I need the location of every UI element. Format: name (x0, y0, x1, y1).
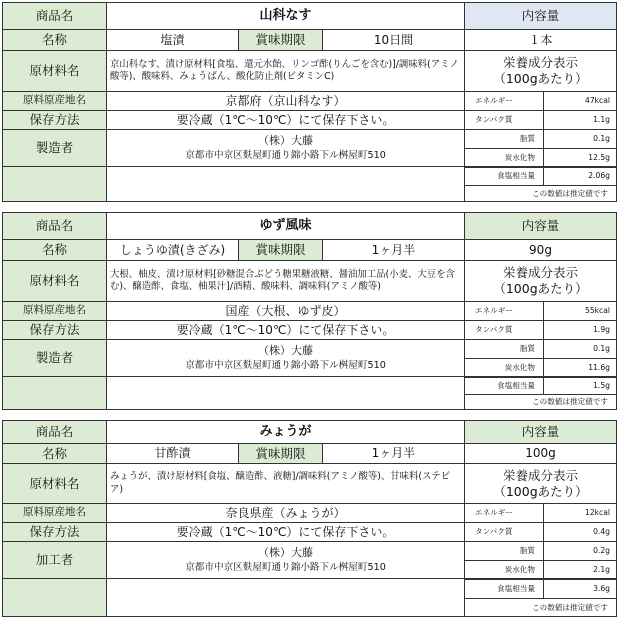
nutrition-note: この数値は推定値です (464, 394, 617, 410)
fat-value: 0.2g (543, 541, 617, 561)
product-type: 塩漬 (106, 29, 239, 51)
salt-value: 1.5g (543, 376, 617, 395)
product-panel-yamashina-nasu (2, 2, 617, 202)
energy-label: エネルギー (464, 91, 544, 111)
protein-value: 1.1g (543, 110, 617, 130)
maker-address: 京都市中京区麩屋町通り錦小路下ル桝屋町510 (185, 562, 386, 574)
maker-info (106, 541, 465, 579)
label-origin: 原料原産地名 (2, 503, 107, 523)
product-title: みょうが (106, 420, 465, 444)
nutrition-basis: （100gあたり） (493, 71, 588, 86)
ingredients-text: 京山科なす、漬け原材料[食塩、還元水飴、リンゴ酢(りんごを含む)]/調味料(アミノ酸等)、酸味料、みょうばん、酸化防止剤(ビタミンC) (106, 50, 465, 92)
salt-label: 食塩相当量 (464, 166, 544, 186)
label-origin: 原料原産地名 (2, 91, 107, 111)
maker-info (106, 129, 465, 167)
energy-value: 12kcal (543, 503, 617, 523)
nutrition-title: 栄養成分表示 (502, 55, 578, 71)
label-maker: 製造者 (2, 339, 107, 377)
content-value: 90g (464, 239, 617, 261)
product-type: しょうゆ漬(きざみ) (106, 239, 239, 261)
nutrition-header (464, 463, 617, 504)
protein-label: タンパク質 (464, 320, 544, 340)
label-product-name: 商品名 (2, 2, 107, 30)
maker-name: （株）大藤 (258, 545, 313, 559)
carbs-label: 炭水化物 (464, 358, 544, 378)
nutrition-title: 栄養成分表示 (502, 265, 578, 281)
best-before-value: 1ヶ月半 (322, 443, 465, 464)
label-content: 内容量 (464, 2, 617, 30)
carbs-label: 炭水化物 (464, 148, 544, 168)
protein-label: タンパク質 (464, 522, 544, 542)
label-product-name: 商品名 (2, 212, 107, 240)
label-maker: 製造者 (2, 129, 107, 167)
fat-value: 0.1g (543, 339, 617, 359)
best-before-value: 1ヶ月半 (322, 239, 465, 261)
label-name: 名称 (2, 443, 107, 464)
nutrition-note: この数値は推定値です (464, 185, 617, 202)
fat-label: 脂質 (464, 541, 544, 561)
nutrition-basis: （100gあたり） (493, 483, 588, 499)
ingredients-text: 大根、柚皮、漬け原材料[砂糖混合ぶどう糖果糖液糖、醤油加工品(小麦、大豆を含む)、醸造酢、食塩、柚果汁]/酒精、酸味料、調味料(アミノ酸等) (106, 260, 465, 302)
label-ingredients: 原材料名 (2, 260, 107, 302)
label-maker: 加工者 (2, 541, 107, 579)
salt-value: 3.6g (543, 578, 617, 599)
maker-name: （株）大藤 (258, 343, 313, 357)
label-best-before: 賞味期限 (238, 443, 323, 464)
label-storage: 保存方法 (2, 110, 107, 130)
content-value: 100g (464, 443, 617, 464)
label-best-before: 賞味期限 (238, 239, 323, 261)
nutrition-basis: （100gあたり） (493, 281, 588, 296)
label-storage: 保存方法 (2, 522, 107, 542)
maker-info (106, 339, 465, 377)
blank-cell (106, 376, 465, 410)
nutrition-note: この数値は推定値です (464, 598, 617, 617)
content-value: １本 (464, 29, 617, 51)
product-title: 山科なす (106, 2, 465, 30)
product-panel-myouga (2, 420, 617, 617)
carbs-label: 炭水化物 (464, 560, 544, 580)
label-ingredients: 原材料名 (2, 463, 107, 504)
fat-value: 0.1g (543, 129, 617, 149)
label-best-before: 賞味期限 (238, 29, 323, 51)
label-product-name: 商品名 (2, 420, 107, 444)
origin-value: 奈良県産（みょうが） (106, 503, 465, 523)
protein-value: 1.9g (543, 320, 617, 340)
energy-label: エネルギー (464, 301, 544, 321)
origin-value: 国産（大根、ゆず皮） (106, 301, 465, 321)
blank-label-cell (2, 166, 107, 202)
maker-address: 京都市中京区麩屋町通り錦小路下ル桝屋町510 (185, 150, 386, 162)
ingredients-text: みょうが、漬け原材料[食塩、醸造酢、液糖]/調味料(アミノ酸等)、甘味料(ステビア) (106, 463, 465, 504)
blank-label-cell (2, 578, 107, 617)
best-before-value: 10日間 (322, 29, 465, 51)
maker-address: 京都市中京区麩屋町通り錦小路下ル桝屋町510 (185, 360, 386, 372)
label-content: 内容量 (464, 212, 617, 240)
nutrition-header (464, 260, 617, 302)
protein-value: 0.4g (543, 522, 617, 542)
energy-value: 55kcal (543, 301, 617, 321)
salt-label: 食塩相当量 (464, 376, 544, 395)
label-content: 内容量 (464, 420, 617, 444)
salt-label: 食塩相当量 (464, 578, 544, 599)
nutrition-header (464, 50, 617, 92)
label-ingredients: 原材料名 (2, 50, 107, 92)
energy-value: 47kcal (543, 91, 617, 111)
blank-cell (106, 578, 465, 617)
fat-label: 脂質 (464, 129, 544, 149)
carbs-value: 12.5g (543, 148, 617, 168)
product-panel-yuzu (2, 212, 617, 410)
fat-label: 脂質 (464, 339, 544, 359)
blank-label-cell (2, 376, 107, 410)
salt-value: 2.06g (543, 166, 617, 186)
carbs-value: 11.6g (543, 358, 617, 378)
label-name: 名称 (2, 29, 107, 51)
nutrition-title: 栄養成分表示 (502, 467, 578, 483)
protein-label: タンパク質 (464, 110, 544, 130)
product-title: ゆず風味 (106, 212, 465, 240)
storage-value: 要冷蔵（1℃～10℃）にて保存下さい。 (106, 320, 465, 340)
label-storage: 保存方法 (2, 320, 107, 340)
carbs-value: 2.1g (543, 560, 617, 580)
label-origin: 原料原産地名 (2, 301, 107, 321)
label-name: 名称 (2, 239, 107, 261)
energy-label: エネルギー (464, 503, 544, 523)
maker-name: （株）大藤 (258, 133, 313, 147)
origin-value: 京都府（京山科なす） (106, 91, 465, 111)
storage-value: 要冷蔵（1℃～10℃）にて保存下さい。 (106, 110, 465, 130)
product-type: 甘酢漬 (106, 443, 239, 464)
blank-cell (106, 166, 465, 202)
storage-value: 要冷蔵（1℃～10℃）にて保存下さい。 (106, 522, 465, 542)
